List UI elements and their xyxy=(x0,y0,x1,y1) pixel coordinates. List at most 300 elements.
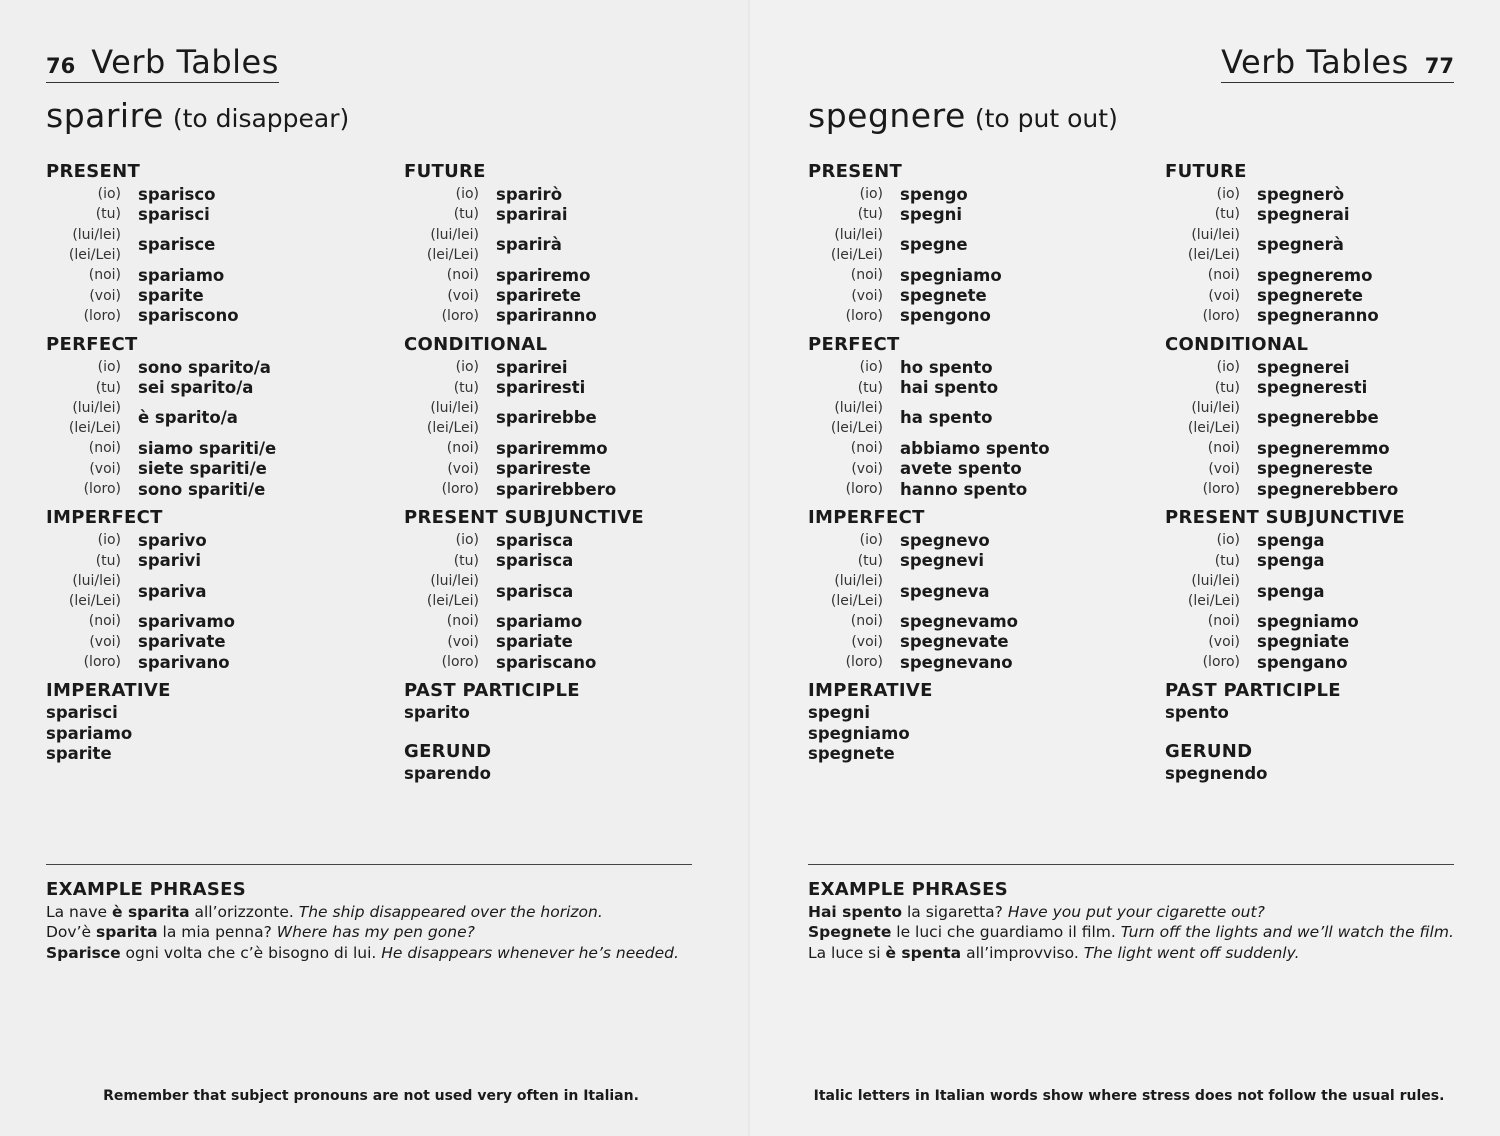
verb-form: sparisci xyxy=(46,703,118,723)
verb-form: spegnendo xyxy=(1165,763,1268,783)
example-verb: è sparita xyxy=(112,903,190,921)
pronoun xyxy=(1165,571,1240,611)
verb-form: spegneva xyxy=(900,581,990,601)
tense-block xyxy=(404,506,704,672)
example-text: la mia penna? xyxy=(157,923,277,942)
pronoun-label: (lui/lei) xyxy=(1191,573,1240,590)
conjugation-row xyxy=(46,265,346,285)
pronoun xyxy=(46,306,121,326)
verb-form: ho spento xyxy=(900,357,993,377)
pronoun xyxy=(1165,378,1240,398)
pronoun xyxy=(1165,479,1240,499)
pronoun-label: (lui/lei) xyxy=(834,399,883,416)
pronoun xyxy=(808,265,883,285)
pronoun xyxy=(1165,530,1240,550)
conjugation-row xyxy=(404,459,704,479)
conjugation-row xyxy=(404,611,704,631)
pronoun-label: (noi) xyxy=(1207,613,1240,630)
tense-heading: GERUND xyxy=(404,740,492,762)
verb-form: sparisca xyxy=(496,581,574,601)
pronoun-label: (noi) xyxy=(88,267,121,284)
conjugation-row xyxy=(808,377,1108,397)
conjugation-row xyxy=(404,550,704,570)
pronoun xyxy=(808,378,883,398)
verb-form: hai spento xyxy=(900,378,999,398)
verb-infinitive: spegnere xyxy=(808,96,966,135)
conjugation-row xyxy=(808,611,1108,631)
pronoun-label: (io) xyxy=(1216,186,1240,203)
pronoun xyxy=(46,184,121,204)
tense-heading: PAST PARTICIPLE xyxy=(1165,680,1341,702)
pronoun-label: (io) xyxy=(859,359,883,376)
example-phrases-title: EXAMPLE PHRASES xyxy=(808,879,1009,900)
tense-heading: PERFECT xyxy=(46,334,138,356)
verb-form: spariamo xyxy=(496,611,583,631)
example-text: Dov’è xyxy=(46,923,96,942)
verb-form: sparirebbe xyxy=(496,408,597,428)
tense-heading: PRESENT xyxy=(808,161,903,182)
verb-form: spariate xyxy=(496,632,573,652)
conjugation-row xyxy=(808,479,1108,499)
conjugation-row xyxy=(808,225,1108,266)
verb-form: spegnevate xyxy=(900,632,1009,652)
pronoun-label: (noi) xyxy=(1207,440,1240,457)
verb-form: sparisca xyxy=(496,530,574,550)
pronoun-label: (io) xyxy=(97,186,121,203)
pronoun xyxy=(46,398,121,438)
verb-form: spenga xyxy=(1257,581,1325,601)
verb-form: sparisci xyxy=(138,204,210,224)
pronoun xyxy=(808,438,883,458)
conjugation-row xyxy=(404,652,704,672)
verb-form: abbiamo spento xyxy=(900,438,1050,458)
verb-form: spariva xyxy=(138,581,207,601)
pronoun-label: (noi) xyxy=(88,613,121,630)
pronoun-label: (loro) xyxy=(1202,481,1240,497)
pronoun-label: (noi) xyxy=(850,267,883,284)
pronoun xyxy=(808,398,883,438)
pronoun-label: (tu) xyxy=(857,206,883,223)
conjugation-row xyxy=(1165,438,1465,458)
pronoun-label: (lui/lei) xyxy=(430,226,479,243)
pronoun-label: (loro) xyxy=(1202,307,1240,324)
pronoun xyxy=(404,611,479,631)
example-text: La nave xyxy=(46,903,113,921)
conjugation-row xyxy=(46,652,346,672)
verb-form: spariremo xyxy=(496,265,591,285)
verb-form: è sparito/a xyxy=(138,408,238,428)
verb-form: spengono xyxy=(900,306,991,326)
example-phrases xyxy=(808,878,1458,963)
tense-block xyxy=(1165,679,1465,723)
verb-form: sei sparito/a xyxy=(138,378,254,398)
pronoun xyxy=(404,306,479,326)
example-translation: Where has my pen gone? xyxy=(276,923,475,942)
example-text: ogni volta che c’è bisogno di lui. xyxy=(120,943,382,962)
conjugation-list xyxy=(46,357,346,499)
conjugation-row xyxy=(404,265,704,285)
form-list xyxy=(1165,764,1465,784)
header-title: Verb Tables xyxy=(91,43,279,81)
conjugation-row xyxy=(404,571,704,612)
pronoun-label: (tu) xyxy=(453,206,479,223)
verb-form: spegni xyxy=(900,204,963,224)
pronoun-label: (lei/Lei) xyxy=(426,246,479,263)
verb-form: spenga xyxy=(1257,551,1325,571)
verb-meaning: (to disappear) xyxy=(172,104,350,133)
pronoun xyxy=(46,571,121,611)
example-verb: Spegnete xyxy=(808,923,892,942)
pronoun-label: (lei/Lei) xyxy=(68,593,121,610)
pronoun-label: (tu) xyxy=(857,552,883,569)
verb-form: spariremmo xyxy=(496,438,608,458)
conjugation-row xyxy=(46,225,346,266)
pronoun-label: (lui/lei) xyxy=(834,573,883,590)
conjugation-row xyxy=(1165,204,1465,224)
pronoun xyxy=(808,357,883,377)
conjugation-row xyxy=(404,479,704,499)
pronoun xyxy=(1165,265,1240,285)
page-footer: Remember that subject pronouns are not used very often in Italian. xyxy=(103,1088,639,1104)
pronoun-label: (lui/lei) xyxy=(834,226,883,243)
pronoun-label: (voi) xyxy=(851,287,883,304)
conjugation-row xyxy=(1165,550,1465,570)
verb-form: spegneremo xyxy=(1257,265,1373,285)
verb-form: spegneremmo xyxy=(1257,438,1390,458)
example-phrases-title: EXAMPLE PHRASES xyxy=(46,879,247,900)
tense-heading: IMPERATIVE xyxy=(46,680,171,702)
pronoun-label: (voi) xyxy=(447,287,479,304)
conjugation-row xyxy=(1165,285,1465,305)
pronoun-label: (lei/Lei) xyxy=(830,246,883,263)
conjugation-row xyxy=(46,184,346,204)
verb-form: spariranno xyxy=(496,306,597,326)
tense-block xyxy=(46,333,346,499)
conjugation-row xyxy=(404,285,704,305)
verb-title xyxy=(808,96,1118,135)
conjugation-row xyxy=(1165,357,1465,377)
form-list xyxy=(46,703,346,764)
pronoun-label: (loro) xyxy=(83,481,121,497)
conjugation-list xyxy=(404,530,704,672)
verb-form: spegnerebbe xyxy=(1257,408,1379,428)
pronoun xyxy=(808,611,883,631)
tense-block xyxy=(1165,160,1465,326)
pronoun-label: (io) xyxy=(1216,359,1240,376)
tense-heading: PRESENT xyxy=(46,161,141,182)
conjugation-list xyxy=(404,184,704,326)
example-lines xyxy=(808,902,1458,963)
pronoun-label: (tu) xyxy=(453,379,479,396)
pronoun xyxy=(808,184,883,204)
verb-form: spegne xyxy=(900,235,968,255)
conjugation-row xyxy=(46,377,346,397)
pronoun-label: (voi) xyxy=(1208,287,1240,304)
pronoun-label: (loro) xyxy=(1202,654,1240,671)
verb-form: sparisco xyxy=(138,184,216,204)
pronoun-label: (lei/Lei) xyxy=(68,419,121,436)
pronoun xyxy=(1165,286,1240,306)
tense-block xyxy=(404,740,704,784)
pronoun-label: (voi) xyxy=(89,633,121,650)
pronoun-label: (voi) xyxy=(1208,460,1240,477)
conjugation-list xyxy=(46,530,346,672)
pronoun-label: (lei/Lei) xyxy=(68,246,121,263)
example-text: all’orizzonte. xyxy=(189,903,299,921)
pronoun-label: (loro) xyxy=(441,654,479,671)
verb-form: sparito xyxy=(404,703,470,723)
pronoun-label: (tu) xyxy=(1214,379,1240,396)
pronoun xyxy=(46,357,121,377)
tense-heading: PAST PARTICIPLE xyxy=(404,680,580,702)
conjugation-row xyxy=(46,398,346,439)
verb-form: sparirete xyxy=(496,286,581,306)
pronoun xyxy=(404,551,479,571)
pronoun-label: (io) xyxy=(455,186,479,203)
pronoun xyxy=(1165,306,1240,326)
page-header xyxy=(1221,40,1454,83)
tense-heading: IMPERATIVE xyxy=(808,680,933,702)
pronoun-label: (lui/lei) xyxy=(72,573,121,590)
tense-column-right xyxy=(404,160,704,800)
verb-form: spegni xyxy=(808,703,871,723)
conjugation-row xyxy=(1165,225,1465,266)
conjugation-row xyxy=(1165,306,1465,326)
pronoun-label: (io) xyxy=(455,359,479,376)
pronoun-label: (noi) xyxy=(850,613,883,630)
conjugation-row xyxy=(1165,530,1465,550)
pronoun xyxy=(46,551,121,571)
pronoun xyxy=(808,286,883,306)
conjugation-row xyxy=(404,306,704,326)
conjugation-row xyxy=(1165,184,1465,204)
pronoun-label: (voi) xyxy=(447,460,479,477)
pronoun xyxy=(1165,204,1240,224)
conjugation-row xyxy=(1165,265,1465,285)
pronoun-label: (tu) xyxy=(95,206,121,223)
verb-form: spariresti xyxy=(496,378,586,398)
pronoun-label: (loro) xyxy=(441,481,479,497)
conjugation-row xyxy=(808,204,1108,224)
verb-form: sparirai xyxy=(496,204,568,224)
verb-title xyxy=(46,96,349,135)
example-line xyxy=(808,902,1458,922)
verb-form: spenga xyxy=(1257,530,1325,550)
verb-form: spegnerebbero xyxy=(1257,479,1399,499)
verb-form: spegnerò xyxy=(1257,184,1345,204)
conjugation-row xyxy=(404,438,704,458)
conjugation-row xyxy=(1165,571,1465,612)
example-line xyxy=(808,922,1458,942)
tense-heading: IMPERFECT xyxy=(808,507,925,529)
pronoun xyxy=(1165,652,1240,672)
conjugation-row xyxy=(1165,398,1465,439)
conjugation-row xyxy=(808,530,1108,550)
example-line xyxy=(46,943,696,963)
verb-form: spegnevamo xyxy=(900,611,1018,631)
example-verb: sparita xyxy=(95,923,158,942)
tense-block xyxy=(46,679,346,764)
verb-form: sparirà xyxy=(496,235,562,255)
pronoun xyxy=(1165,184,1240,204)
pronoun xyxy=(404,357,479,377)
pronoun xyxy=(46,479,121,499)
verb-form: spegneresti xyxy=(1257,378,1368,398)
pronoun-label: (voi) xyxy=(89,287,121,304)
conjugation-row xyxy=(404,377,704,397)
pronoun xyxy=(404,479,479,499)
pronoun-label: (noi) xyxy=(1207,267,1240,284)
conjugation-row xyxy=(404,398,704,439)
pronoun-label: (loro) xyxy=(83,654,121,671)
example-text: la sigaretta? xyxy=(902,903,1008,921)
pronoun xyxy=(808,652,883,672)
conjugation-row xyxy=(404,204,704,224)
verb-form: spengo xyxy=(900,184,968,204)
tense-block xyxy=(1165,740,1465,784)
conjugation-row xyxy=(1165,479,1465,499)
tense-block xyxy=(808,679,1108,764)
divider xyxy=(808,864,1454,865)
pronoun xyxy=(46,265,121,285)
pronoun-label: (voi) xyxy=(851,633,883,650)
pronoun xyxy=(808,479,883,499)
pronoun xyxy=(404,459,479,479)
verb-form: spegnerete xyxy=(1257,286,1363,306)
conjugation-row xyxy=(46,479,346,499)
conjugation-list xyxy=(808,357,1108,499)
tense-block xyxy=(808,333,1108,499)
form-list xyxy=(1165,703,1465,723)
conjugation-row xyxy=(46,438,346,458)
pronoun xyxy=(46,204,121,224)
conjugation-list xyxy=(808,530,1108,672)
conjugation-row xyxy=(1165,377,1465,397)
pronoun-label: (lei/Lei) xyxy=(830,419,883,436)
verb-form: sparivano xyxy=(138,652,230,672)
pronoun-label: (noi) xyxy=(446,267,479,284)
tense-heading: IMPERFECT xyxy=(46,507,163,529)
pronoun xyxy=(1165,551,1240,571)
conjugation-row xyxy=(46,357,346,377)
verb-form: spegnerà xyxy=(1257,235,1344,255)
pronoun-label: (io) xyxy=(1216,532,1240,549)
conjugation-row xyxy=(808,265,1108,285)
verb-form: ha spento xyxy=(900,408,993,428)
pronoun-label: (lei/Lei) xyxy=(426,419,479,436)
pronoun-label: (voi) xyxy=(447,633,479,650)
pronoun xyxy=(46,459,121,479)
verb-form: spegnerei xyxy=(1257,357,1350,377)
conjugation-list xyxy=(404,357,704,499)
conjugation-list xyxy=(1165,184,1465,326)
conjugation-list xyxy=(808,184,1108,326)
pronoun-label: (lui/lei) xyxy=(1191,226,1240,243)
verb-form: sparivate xyxy=(138,632,226,652)
pronoun xyxy=(404,632,479,652)
pronoun xyxy=(808,530,883,550)
tense-block xyxy=(46,160,346,326)
verb-form: sparirebbero xyxy=(496,479,617,499)
conjugation-row xyxy=(404,357,704,377)
verb-form: spegnevano xyxy=(900,652,1013,672)
pronoun-label: (noi) xyxy=(446,613,479,630)
pronoun-label: (noi) xyxy=(850,440,883,457)
tense-block xyxy=(1165,506,1465,672)
tense-block xyxy=(404,333,704,499)
verb-form: spariscono xyxy=(138,306,239,326)
conjugation-row xyxy=(46,285,346,305)
pronoun xyxy=(1165,357,1240,377)
pronoun-label: (tu) xyxy=(857,379,883,396)
pronoun xyxy=(1165,611,1240,631)
conjugation-row xyxy=(808,398,1108,439)
pronoun-label: (io) xyxy=(97,532,121,549)
pronoun xyxy=(1165,438,1240,458)
pronoun-label: (lui/lei) xyxy=(430,573,479,590)
verb-form: sparivamo xyxy=(138,611,235,631)
tense-block xyxy=(808,160,1108,326)
pronoun xyxy=(46,530,121,550)
tense-block xyxy=(404,160,704,326)
pronoun xyxy=(404,378,479,398)
verb-form: hanno spento xyxy=(900,479,1028,499)
pronoun-label: (tu) xyxy=(453,552,479,569)
pronoun xyxy=(808,204,883,224)
verb-form: sparisca xyxy=(496,551,574,571)
pronoun-label: (lei/Lei) xyxy=(426,593,479,610)
tense-heading: GERUND xyxy=(1165,740,1253,762)
tense-column-right xyxy=(1165,160,1465,800)
pronoun-label: (lui/lei) xyxy=(1191,399,1240,416)
verb-form: sparivo xyxy=(138,530,207,550)
verb-form: sono sparito/a xyxy=(138,357,271,377)
example-verb: Sparisce xyxy=(46,943,121,962)
pronoun-label: (io) xyxy=(859,532,883,549)
example-line xyxy=(46,902,696,922)
pronoun-label: (tu) xyxy=(1214,552,1240,569)
conjugation-row xyxy=(404,632,704,652)
right-page xyxy=(750,0,1500,1136)
verb-form: spegniamo xyxy=(900,265,1002,285)
verb-form: sparivi xyxy=(138,551,201,571)
verb-form: spegnete xyxy=(900,286,987,306)
form-list xyxy=(404,764,704,784)
pronoun-label: (lei/Lei) xyxy=(1187,593,1240,610)
pronoun xyxy=(1165,398,1240,438)
pronoun-label: (voi) xyxy=(89,460,121,477)
example-translation: The ship disappeared over the horizon. xyxy=(298,903,603,921)
verb-infinitive: sparire xyxy=(46,96,164,135)
tense-heading: FUTURE xyxy=(1165,161,1247,182)
pronoun xyxy=(46,286,121,306)
tense-heading: PERFECT xyxy=(808,334,900,356)
conjugation-row xyxy=(1165,611,1465,631)
pronoun xyxy=(808,632,883,652)
verb-form: sparisce xyxy=(138,235,216,255)
conjugation-row xyxy=(808,652,1108,672)
form-list xyxy=(808,703,1108,764)
pronoun-label: (loro) xyxy=(845,481,883,497)
tense-heading: PRESENT SUBJUNCTIVE xyxy=(404,507,645,529)
tense-heading: FUTURE xyxy=(404,161,486,182)
verb-form: spegneranno xyxy=(1257,306,1379,326)
pronoun xyxy=(46,225,121,265)
pronoun xyxy=(404,184,479,204)
verb-form: sparite xyxy=(46,743,112,763)
verb-meaning: (to put out) xyxy=(974,104,1118,133)
verb-form: spegniamo xyxy=(1257,611,1359,631)
